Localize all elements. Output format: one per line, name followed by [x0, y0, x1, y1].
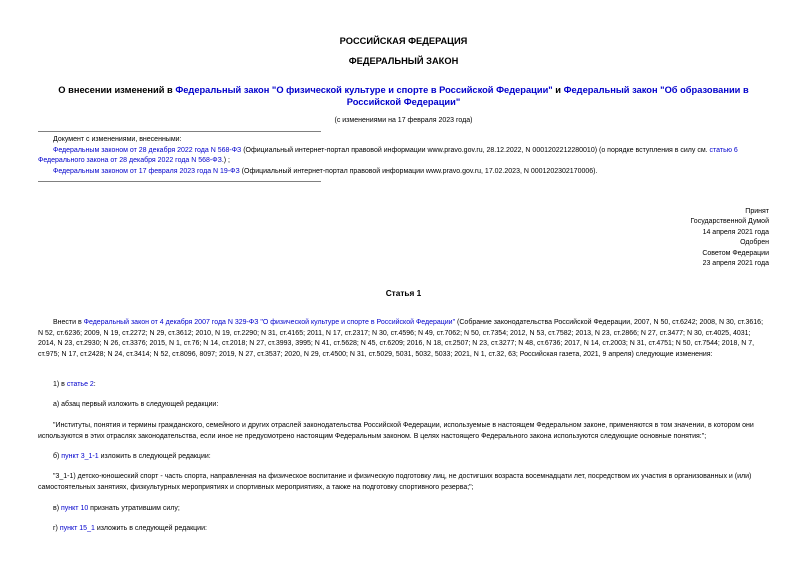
amendment-link-568[interactable]: Федеральным законом от 28 декабря 2022 года N 568-ФЗ: [53, 146, 242, 154]
changes-item-1: [38, 146, 768, 167]
p3-text: а) абзац первый изложить в следующей редакции:: [53, 401, 219, 408]
p7-prefix: в): [53, 505, 61, 512]
changes-intro: Документ с изменениями, внесенными:: [53, 136, 182, 143]
accepted-line-1: Принят: [745, 208, 769, 215]
country-heading: РОССИЙСКАЯ ФЕДЕРАЦИЯ: [339, 36, 468, 46]
accepted-line-2: Государственной Думой: [690, 218, 769, 226]
article-paragraph-4: [38, 421, 768, 442]
article-paragraph-3: [38, 400, 768, 411]
p7-tail: признать утратившим силу;: [88, 505, 180, 512]
p6-text: "3_1-1) детско-юношеский спорт - часть спорта, направленная на физическое воспитание и физическую подготовку лиц, не достигших возраста восемнадцати лет, посредством их участия в организованных и (или) самостоятельных занятиях, физкультурных мероприятиях и спортивных мероприятиях, а также на подготовку спортивного резерва;";: [38, 473, 752, 491]
p1-prefix: Внести в: [53, 319, 84, 326]
article-paragraph-1: [38, 318, 768, 360]
p5-prefix: б): [53, 453, 62, 460]
amendment-1-text: (Официальный интернет-портал правовой информации www.pravo.gov.ru, 28.12.2022, N 0001202212280010) (о порядке вступления в силу см.: [241, 146, 710, 154]
law-title: [40, 84, 767, 108]
sport-law-link[interactable]: Федеральный закон от 4 декабря 2007 года N 329-ФЗ "О физической культуре и спорте в Российской Федерации": [83, 319, 456, 326]
amendment-1-tail: .) ;: [221, 157, 230, 164]
amendment-2-text: (Официальный интернет-портал правовой информации www.pravo.gov.ru, 17.02.2023, N 0001202302170006).: [239, 167, 598, 175]
accepted-line-5: Советом Федерации: [702, 249, 769, 257]
p2-tail: :: [93, 381, 96, 388]
p2-prefix: 1) в: [53, 381, 67, 388]
title-link-sport-law[interactable]: Федеральный закон "О физической культуре и спорте в Российской Федерации": [175, 85, 553, 95]
title-middle: и: [552, 85, 564, 95]
amendment-link-19[interactable]: Федеральным законом от 17 февраля 2023 года N 19-ФЗ: [53, 167, 240, 175]
article-paragraph-5: [38, 452, 768, 463]
p5-tail: изложить в следующей редакции:: [98, 453, 211, 460]
divider-top: [38, 131, 321, 132]
edition-note: (с изменениями на 17 февраля 2023 года): [334, 117, 473, 124]
article-paragraph-7: [38, 504, 768, 515]
amendment-link-article-6[interactable]: статью 6 Федерального закона от 28 декабря 2022 года N 568-ФЗ: [38, 146, 738, 164]
article-paragraph-2: [38, 380, 768, 391]
changes-block: [38, 135, 768, 177]
title-prefix: О внесении изменений в: [58, 85, 176, 95]
accepted-line-4: Одобрен: [740, 239, 769, 247]
article-paragraph-6: [38, 472, 768, 493]
article-heading: Статья 1: [385, 288, 422, 298]
point-3-1-1-link[interactable]: пункт 3_1-1: [61, 453, 99, 460]
document-type-heading: ФЕДЕРАЛЬНЫЙ ЗАКОН: [348, 56, 459, 66]
accepted-line-6: 23 апреля 2021 года: [702, 260, 769, 268]
p8-tail: изложить в следующей редакции:: [94, 525, 207, 532]
point-15-1-link[interactable]: пункт 15_1: [59, 525, 95, 532]
changes-item-2: [38, 167, 768, 178]
divider-bottom: [38, 181, 321, 182]
accepted-line-3: 14 апреля 2021 года: [702, 228, 769, 236]
point-10-link[interactable]: пункт 10: [61, 505, 89, 512]
p8-prefix: г): [53, 525, 60, 532]
p4-text: "Институты, понятия и термины гражданского, семейного и других отраслей законодательства Российской Федерации, используемые в настоящем Федеральном законе, применяются в том значении, в котором они используются в этих отраслях законодательства, если иное не предусмотрено настоящим Федеральным законом. В целях настоящего Федерального закона используются следующие основные понятия:";: [38, 422, 754, 440]
acceptance-block: [690, 207, 769, 269]
title-link-education-law[interactable]: Федеральный закон "Об образовании в Российской Федерации": [346, 85, 749, 107]
article-2-link[interactable]: статье 2: [66, 381, 94, 388]
p1-text: (Собрание законодательства Российской Федерации, 2007, N 50, ст.6242; 2008, N 30, ст.3616; N 52, ст.6236; 2009, N 19, ст.2272; N 29, ст.3612; 2010, N 19, ст.2290; N 31, ст.4165; 2011, N 17, ст.2317; N 30, ст.4596; N 49, ст.7062; N 50, ст.7354; 2012, N 53, ст.7582; 2013, N 23, ст.2866; N 27, ст.3477; N 30, ст.4025, 4031; 2014, N 23, ст.2930; N 26, ст.3376; 2015, N 1, ст.76; N 14, ст.2018; N 27, ст.3993, 3995; N 41, ст.5628; N 45, ст.6209; 2016, N 18, ст.2507; N 23, ст.3277; N 48, ст.6736; 2017, N 14, ст.2003; N 31, ст.4751; N 50, ст.7544; 2018, N 7, ст.975; N 17, ст.2428; N 24, ст.3414; N 52, ст.8096, 8097; 2019, N 27, ст.3537; 2020, N 29, ст.4500; N 31, ст.5029, 5031, 5032, 5033; 2021, N 1, ст.32, 63; Российская газета, 2021, 9 апреля) следующие изменения:: [38, 319, 764, 358]
article-paragraph-8: [38, 524, 768, 535]
